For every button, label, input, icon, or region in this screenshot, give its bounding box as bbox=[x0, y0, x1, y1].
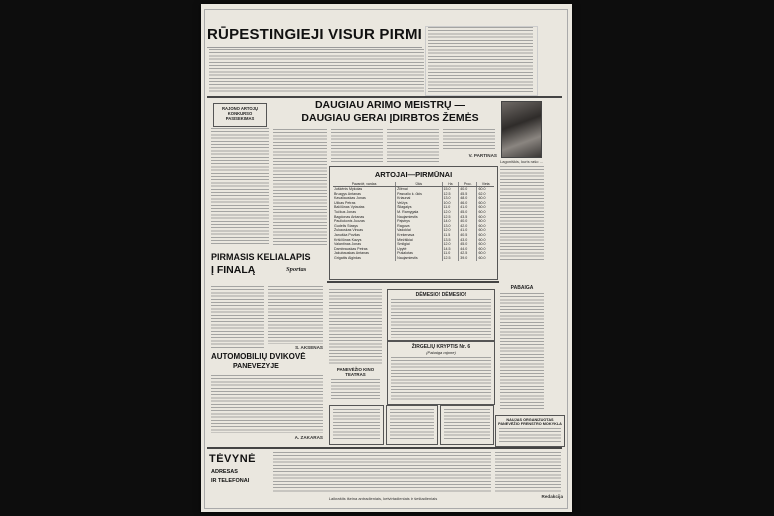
auto-article-text bbox=[211, 375, 323, 433]
table-cell: 43.0 bbox=[459, 238, 477, 243]
masthead-address-text bbox=[273, 452, 491, 492]
table-cell: 62.0 bbox=[477, 192, 494, 197]
masthead-line-1: ADRESAS bbox=[211, 469, 238, 475]
table-cell: Užkas Petras bbox=[334, 200, 356, 205]
demesio-text bbox=[391, 299, 491, 338]
zirgeliu-box bbox=[387, 341, 495, 405]
table-header: Vieta bbox=[477, 182, 494, 187]
naujas-heading-2: PANEVĖŽIO FRENSTRO MOKYKLA bbox=[498, 422, 562, 426]
naujas-text bbox=[499, 428, 561, 444]
table-cell: 15.0 bbox=[442, 187, 459, 192]
table-cell: Paįstrys bbox=[396, 219, 442, 224]
table-cell: 45.5 bbox=[459, 192, 477, 197]
artojai-table-box bbox=[329, 166, 498, 280]
table-header: Pavardė, vardas bbox=[333, 182, 396, 187]
photo-caption: Lagoniškis, kuris rašo ... bbox=[500, 159, 543, 164]
table-cell: 13.0 bbox=[442, 196, 459, 201]
auto-heading-2: PANEVĖŽYJE bbox=[233, 363, 279, 370]
zirgeliu-subheading: (Pabaiga rajone) bbox=[426, 350, 456, 355]
table-cell: 12.5 bbox=[442, 192, 459, 197]
table-cell: 41.0 bbox=[459, 228, 477, 233]
naujas-box bbox=[495, 415, 565, 447]
partinas-signature: V. PARTINAS bbox=[468, 153, 497, 158]
table-cell: 11.0 bbox=[442, 205, 459, 210]
table-cell: Raguva bbox=[396, 224, 442, 229]
kino-text bbox=[331, 379, 380, 401]
demesio-box bbox=[387, 289, 495, 341]
section-rule-1 bbox=[207, 96, 562, 98]
table-cell: Valantinas Jonas bbox=[334, 242, 362, 247]
table-cell: Velžys bbox=[396, 201, 442, 206]
table-cell: Jakubauskas Antanas bbox=[334, 251, 369, 256]
table-cell: 60.0 bbox=[477, 201, 494, 206]
bottom-right-text bbox=[495, 452, 561, 492]
table-cell: 40.0 bbox=[459, 187, 477, 192]
table-cell: 46.0 bbox=[459, 201, 477, 206]
table-cell: 13.0 bbox=[442, 224, 459, 229]
auto-heading-1: AUTOMOBILIŲ DVIKOVĖ bbox=[211, 352, 306, 361]
artojai-table bbox=[333, 182, 494, 261]
rajono-heading-line-1: RAJONO ARTOJŲ bbox=[221, 106, 259, 111]
ad-text-3 bbox=[444, 409, 490, 441]
kino-teatras-box bbox=[329, 367, 382, 403]
table-cell: Pauliukonis Juozas bbox=[334, 219, 365, 224]
demesio-heading: DĖMESIO! DĖMESIO! bbox=[415, 292, 467, 298]
table-cell: Krekenava bbox=[396, 233, 442, 238]
table-cell: 60.0 bbox=[477, 224, 494, 229]
table-cell: Kriščiūnas Kazys bbox=[334, 237, 362, 242]
kino-heading-1: PANEVĖŽIO KINO bbox=[336, 367, 375, 372]
zakaras-signature: A. ZAKARAS bbox=[294, 435, 323, 440]
table-cell: 40.5 bbox=[459, 233, 477, 238]
table-cell: Naujamiestis bbox=[396, 215, 442, 220]
table-cell: 12.0 bbox=[442, 228, 459, 233]
table-cell: Naujamiestis bbox=[396, 256, 442, 261]
table-cell: 14.5 bbox=[442, 247, 459, 252]
zirgeliu-heading: ŽIRGELIŲ KRYPTIS Nr. 6 bbox=[411, 344, 471, 350]
table-cell: Juškėnis Mykolas bbox=[334, 187, 363, 191]
table-cell: 12.5 bbox=[442, 215, 459, 220]
table-cell: 39.0 bbox=[459, 256, 477, 261]
arimo-col-4 bbox=[443, 129, 495, 149]
table-cell: 60.0 bbox=[477, 219, 494, 224]
headline-rule bbox=[207, 47, 422, 48]
table-cell: M. Ramygala bbox=[396, 210, 442, 215]
middle-notice-text bbox=[329, 289, 382, 364]
table-cell: 60.0 bbox=[477, 233, 494, 238]
rajono-article-text bbox=[211, 128, 269, 246]
table-cell: Januška Povilas bbox=[334, 232, 360, 237]
pirmasis-heading-1: PIRMASIS KELIALAPIS bbox=[211, 252, 311, 262]
table-cell: Žukauskas Vincas bbox=[334, 228, 364, 233]
ad-text-1 bbox=[333, 409, 380, 441]
pirmasis-col-2 bbox=[268, 286, 323, 344]
table-cell: 60.0 bbox=[477, 196, 494, 201]
table-header: Ha bbox=[442, 182, 459, 187]
table-cell: 43.5 bbox=[459, 215, 477, 220]
table-cell: 60.0 bbox=[477, 251, 494, 256]
table-cell: Gudelis Stasys bbox=[334, 223, 358, 228]
main-headline: RŪPESTINGIEJI VISUR PIRMI bbox=[207, 26, 423, 43]
table-cell: 14.0 bbox=[442, 219, 459, 224]
table-cell: 12.0 bbox=[442, 242, 459, 247]
table-cell: 42.0 bbox=[459, 224, 477, 229]
redakcija-signature: Redakcija bbox=[541, 494, 563, 499]
table-cell: Dambrauskas Petras bbox=[334, 246, 368, 251]
table-cell: Pušalotas bbox=[396, 251, 442, 256]
table-header: Ūkis bbox=[396, 182, 442, 187]
table-cell: Tučkus Jonas bbox=[334, 209, 357, 214]
table-cell: 41.0 bbox=[459, 205, 477, 210]
table-cell: 60.0 bbox=[477, 205, 494, 210]
arimo-headline-1: DAUGIAU ARIMO MEISTRŲ — bbox=[314, 99, 466, 111]
table-header: Proc. bbox=[459, 182, 477, 187]
footer-text: Laikraštis išeina antradieniais, ketvirtadieniais ir šeštadieniais bbox=[328, 496, 438, 501]
photo bbox=[501, 101, 542, 158]
table-cell: 60.0 bbox=[477, 256, 494, 261]
photo-side-text bbox=[500, 166, 544, 261]
table-cell: Šilagalys bbox=[396, 205, 442, 210]
table-cell: Miežiškiai bbox=[396, 238, 442, 243]
table-cell: 12.0 bbox=[442, 210, 459, 215]
table-cell: 60.0 bbox=[477, 228, 494, 233]
naujas-heading-1: NAUJAS ORGANIZUOTAS bbox=[506, 418, 554, 422]
table-cell: Smilgiai bbox=[396, 242, 442, 247]
rajono-heading-line-2: KONKURSO bbox=[227, 111, 253, 116]
zirgeliu-text bbox=[391, 357, 491, 402]
kance-signature bbox=[500, 262, 544, 269]
ad-box-3 bbox=[440, 405, 494, 445]
arimo-col-2 bbox=[331, 129, 383, 162]
table-cell: Kavaliauskas Jonas bbox=[334, 196, 366, 201]
section-rule-2 bbox=[327, 281, 499, 283]
arimo-headline-2: DAUGIAU GERAI ĮDIRBTOS ŽEMĖS bbox=[301, 112, 479, 124]
table-cell: 60.0 bbox=[477, 247, 494, 252]
artojai-table-wrap bbox=[333, 182, 494, 277]
table-cell: Bruzgys Antanas bbox=[334, 191, 361, 196]
table-cell: 45.0 bbox=[459, 210, 477, 215]
section-rule-3 bbox=[207, 447, 562, 449]
pabaiga-text bbox=[500, 293, 544, 411]
table-cell: Vadoklai bbox=[396, 228, 442, 233]
table-cell: 11.0 bbox=[442, 251, 459, 256]
table-cell: 40.0 bbox=[459, 219, 477, 224]
table-cell: 12.5 bbox=[442, 256, 459, 261]
main-article-text bbox=[209, 49, 424, 94]
table-cell: Bagdonas Antanas bbox=[334, 214, 365, 219]
table-cell: 60.0 bbox=[477, 238, 494, 243]
rajono-heading-line-3: PASISEKIMAS bbox=[225, 116, 255, 121]
table-cell: 11.5 bbox=[442, 233, 459, 238]
sportas-label: Sportas bbox=[286, 266, 307, 273]
table-cell: 60.0 bbox=[477, 215, 494, 220]
arimo-col-3 bbox=[387, 129, 439, 162]
masthead-line-2: IR TELEFONAI bbox=[211, 478, 250, 484]
artojai-heading: ARTOJAI—PIRMŪNAI bbox=[374, 170, 453, 179]
table-cell: 48.0 bbox=[459, 196, 477, 201]
table-cell: 10.0 bbox=[442, 201, 459, 206]
table-cell: 60.0 bbox=[477, 187, 494, 192]
pirmasis-heading-2: Į FINALĄ bbox=[211, 264, 256, 276]
pirmasis-col-1 bbox=[211, 286, 264, 350]
pirmasis-heading-box bbox=[211, 250, 323, 284]
aksenas-signature: S. AKSENAS bbox=[295, 345, 323, 350]
table-cell: 45.0 bbox=[459, 242, 477, 247]
ad-box-2 bbox=[386, 405, 438, 445]
pabaiga-heading: PABAIGA bbox=[510, 285, 534, 291]
table-cell: Pasvalio k. ūkis bbox=[396, 192, 442, 197]
rajono-heading-box bbox=[213, 103, 267, 127]
table-cell: 60.0 bbox=[477, 210, 494, 215]
ad-box-1 bbox=[329, 405, 384, 445]
table-cell: Kriaunai bbox=[396, 196, 442, 201]
ad-text-2 bbox=[390, 409, 434, 441]
table-cell: Grigaitis Algirdas bbox=[334, 255, 361, 260]
table-row bbox=[333, 256, 494, 261]
table-cell: Upytė bbox=[396, 247, 442, 252]
newspaper-page bbox=[201, 4, 572, 512]
top-right-article-text bbox=[428, 27, 533, 93]
pabaiga-section bbox=[498, 283, 546, 413]
kino-heading-2: TEATRAS bbox=[345, 372, 366, 377]
masthead-name: TĖVYNĖ bbox=[209, 453, 257, 465]
artojai-table-body bbox=[333, 187, 494, 261]
table-cell: 44.0 bbox=[459, 247, 477, 252]
table-cell: 13.5 bbox=[442, 238, 459, 243]
table-cell: Balčiūnas Vytautas bbox=[334, 205, 365, 210]
arimo-col-1 bbox=[273, 129, 327, 247]
table-cell: Žilėnai bbox=[396, 187, 442, 192]
table-cell: 42.5 bbox=[459, 251, 477, 256]
table-cell: 60.0 bbox=[477, 242, 494, 247]
